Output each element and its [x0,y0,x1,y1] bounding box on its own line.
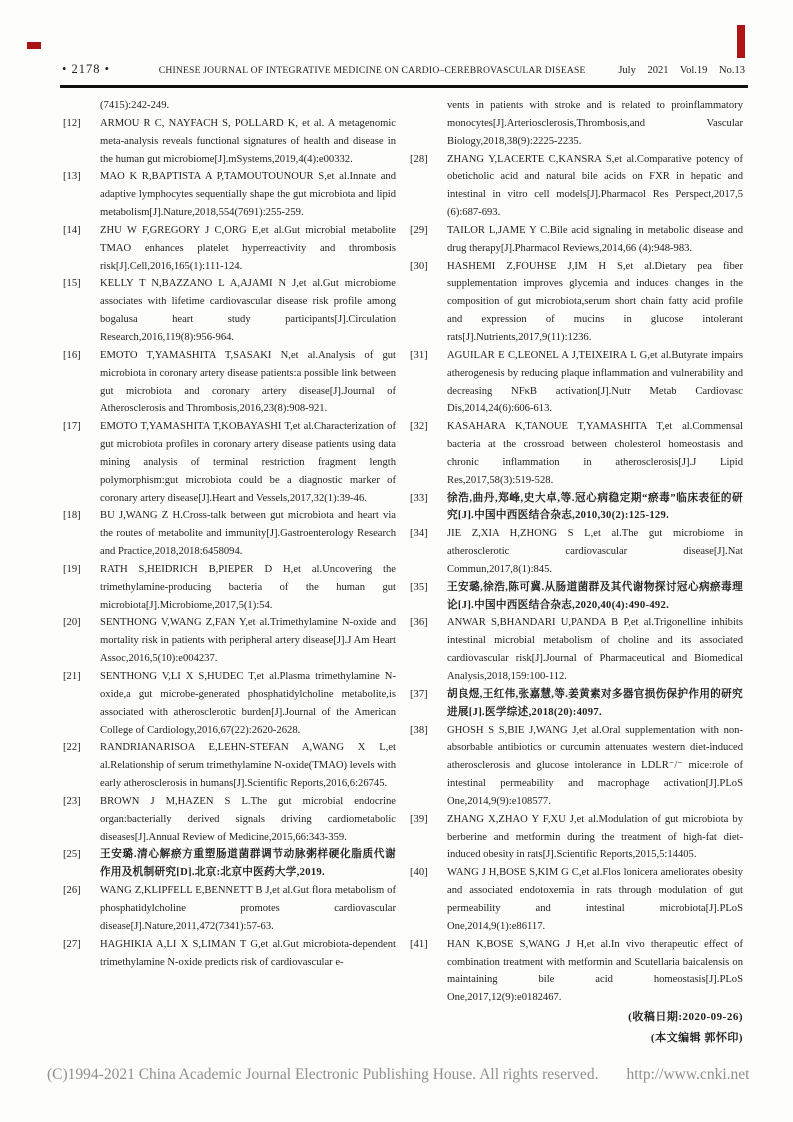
reference-item [410,811,743,865]
reference-number: [12] [63,117,81,129]
reference-text: vents in patients with stroke and is related to proinflammatory monocytes[J].Arteriosclerosis,Thrombosis,and Vascular Biology,2018,38(9):2225-2235. [447,100,743,147]
journal-title: CHINESE JOURNAL OF INTEGRATIVE MEDICINE ON CARDIO–CEREBROVASCULAR DISEASE [158,65,586,76]
reference-number: [16] [63,349,81,361]
reference-item [410,418,743,489]
reference-number: [18] [63,510,81,522]
reference-number: [31] [410,349,428,361]
received-block [410,1007,743,1049]
reference-text: AGUILAR E C,LEONEL A J,TEIXEIRA L G,et al.Butyrate impairs atherogenesis by reducing plaque inflammation and vulnerability and decreasing NFκB activation[J].Nutr Metab Cardiovasc Dis,2014,24(6):606-613. [447,349,743,415]
red-scan-mark-right [737,25,745,58]
reference-text: ANWAR S,BHANDARI U,PANDA B P,et al.Trigonelline inhibits intestinal microbial metabolism of choline and its associated cardiovascular risk[J].Journal of Pharmaceutical and Biomedical Analysis,2018,159:100-112. [447,617,743,682]
reference-item [63,97,396,115]
reference-text: ARMOU R C, NAYFACH S, POLLARD K, et al. A metagenomic meta-analysis reveals functional signatures of health and disease in the human gut microbiome[J].mSystems,2019,4(4):e00332. [100,117,396,165]
reference-text: EMOTO T,YAMASHITA T,KOBAYASHI T,et al.Characterization of gut microbiota profiles in coronary artery disease patients using data mining analysis of terminal restriction fragment length polymorphism:gut microbiota could be a diagnostic marker of coronary artery disease[J].Heart and Vessels,2017,32(1):39-46. [100,421,396,504]
reference-text: WANG Z,KLIPFELL E,BENNETT B J,et al.Gut flora metabolism of phosphatidylcholine promotes cardiovascular disease[J].Nature,2011,472(7341):57-63. [100,885,396,932]
reference-text: 胡良煜,王红伟,张嘉慧,等.姜黄素对多器官损伤保护作用的研究进展[J].医学综述,2018(20):4097. [447,688,743,718]
reference-number: [30] [410,260,428,272]
reference-number: [38] [410,724,428,736]
reference-number: [28] [410,153,428,165]
reference-item [63,739,396,793]
issue-info: July 2021 Vol.19 No.13 [618,65,745,76]
reference-text: SENTHONG V,WANG Z,FAN Y,et al.Trimethylamine N-oxide and mortality risk in patients with peripheral artery disease[J].J Am Heart Assoc,2016,5(10):e004237. [100,617,396,665]
reference-number: [39] [410,813,428,825]
page-footer [47,1066,763,1084]
reference-number: [26] [63,885,81,897]
reference-number: [27] [63,938,81,950]
editor-note: (本文编辑 郭怀印) [650,1032,743,1045]
reference-item [63,275,396,346]
reference-number: [34] [410,528,428,540]
reference-item [410,614,743,685]
reference-text: WANG J H,BOSE S,KIM G C,et al.Flos lonicera ameliorates obesity and associated endotoxemia in rats through modulation of gut permeability and intestinal microbiota[J].PLoS One,2014,9(1):e86117. [447,867,743,932]
reference-text: BROWN J M,HAZEN S L.The gut microbial endocrine organ:bacterially derived signals driving cardiometabolic diseases[J].Annual Review of Medicine,2015,66:343-359. [100,795,396,843]
reference-item [63,668,396,739]
reference-text: MAO K R,BAPTISTA A P,TAMOUTOUNOUR S,et al.Innate and adaptive lymphocytes sequentially shape the gut microbiota and lipid metabolism[J].Nature,2018,554(7691):255-259. [100,171,396,219]
left-column [63,97,396,1049]
reference-text: SENTHONG V,LI X S,HUDEC T,et al.Plasma trimethylamine N-oxide,a gut microbe-generated phosphatidylcholine metabolite,is associated with atherosclerotic burden[J].Journal of the American College of Cardiology,2016,67(22):2620-2628. [100,671,396,736]
reference-text: HASHEMI Z,FOUHSE J,IM H S,et al.Dietary pea fiber supplementation improves glycemia and induces changes in the composition of gut microbiota,serum short chain fatty acid profile and expression of mucins in glucose intolerant rats[J].Nutrients,2017,9(11):1236. [447,260,743,343]
reference-number: [37] [410,688,428,700]
reference-text: HAGHIKIA A,LI X S,LIMAN T G,et al.Gut microbiota-dependent trimethylamine N-oxide predicts risk of cardiovascular e- [100,938,396,968]
reference-number: [19] [63,563,81,575]
reference-text: ZHU W F,GREGORY J C,ORG E,et al.Gut microbial metabolite TMAO enhances platelet hyperreactivity and thrombosis risk[J].Cell,2016,165(1):111-124. [100,224,396,272]
reference-number: [36] [410,617,428,629]
red-scan-mark-left [27,42,41,49]
reference-number: [33] [410,492,428,504]
reference-item [410,347,743,418]
reference-text: ZHANG X,ZHAO Y F,XU J,et al.Modulation of gut microbiota by berberine and metformin during the treatment of high-fat diet-induced obesity in rats[J].Scientific Reports,2015,5:14405. [447,813,743,861]
right-column-refs [410,97,743,1007]
reference-item [63,882,396,936]
reference-item [410,579,743,615]
reference-item [63,846,396,882]
reference-text: 王安璐,徐浩,陈可冀.从肠道菌群及其代谢物探讨冠心病瘀毒理论[J].中国中西医结合杂志,2020,40(4):490-492. [447,581,743,611]
reference-text: ZHANG Y,LACERTE C,KANSRA S,et al.Comparative potency of obeticholic acid and natural bile acids on FXR in hepatic and intestinal in vitro cell models[J].Pharmacol Res Perspect,2017,5 (6):687-693. [447,153,743,219]
reference-item [410,97,743,151]
reference-item [63,614,396,668]
reference-item [63,418,396,507]
reference-number: [29] [410,224,428,236]
reference-item [63,222,396,276]
reference-text: HAN K,BOSE S,WANG J H,et al.In vivo therapeutic effect of combination treatment with metformin and Scutellaria baicalensis on maintaining bile acid homeostasis[J].PLoS One,2017,12(9):e0182467. [447,938,743,1004]
reference-text: 徐浩,曲丹,郑峰,史大卓,等.冠心病稳定期“瘀毒”临床表征的研究[J].中国中西医结合杂志,2010,30(2):125-129. [447,492,743,522]
reference-item [410,258,743,347]
reference-item [410,722,743,811]
header-rule [60,85,748,88]
reference-text: (7415):242-249. [100,100,170,111]
reference-text: RANDRIANARISOA E,LEHN-STEFAN A,WANG X L,et al.Relationship of serum trimethylamine N-oxide(TMAO) levels with early atherosclerosis in humans[J].Scientific Reports,2016,6:26745. [100,742,396,790]
received-date: (收稿日期:2020-09-26) [628,1011,743,1024]
reference-text: EMOTO T,YAMASHITA T,SASAKI N,et al.Analysis of gut microbiota in coronary artery disease patients:a possible link between gut microbiota and coronary artery disease[J].Journal of Atherosclerosis and Thrombosis,2016,23(8):908-921. [100,349,396,415]
reference-text: GHOSH S S,BIE J,WANG J,et al.Oral supplementation with non-absorbable antibiotics or curcumin attenuates western diet-induced atherosclerosis and glucose intolerance in LDLR⁻/⁻ mice:role of intestinal permeability and macrophage activation[J].PLoS One,2014,9(9):e108577. [447,724,743,807]
reference-text: KELLY T N,BAZZANO L A,AJAMI N J,et al.Gut microbiome associates with lifetime cardiovascular disease risk profile among bogalusa heart study participants[J].Circulation Research,2016,119(8):956-964. [100,278,396,343]
reference-item [63,347,396,418]
reference-item [63,936,396,972]
reference-number: [17] [63,421,81,433]
reference-number: [40] [410,867,428,879]
reference-text: RATH S,HEIDRICH B,PIEPER D H,et al.Uncovering the trimethylamine-producing bacteria of the human gut microbiota[J].Microbiome,2017,5(1):54. [100,563,396,611]
reference-text: JIE Z,XIA H,ZHONG S L,et al.The gut microbiome in atherosclerotic cardiovascular disease[J].Nat Commun,2017,8(1):845. [447,528,743,575]
reference-item [63,115,396,169]
reference-number: [41] [410,938,428,950]
reference-text: BU J,WANG Z H.Cross-talk between gut microbiota and heart via the routes of metabolite and immunity[J].Gastroenterology Research and Practice,2018,2018:6458094. [100,510,396,558]
reference-item [63,507,396,561]
reference-item [63,168,396,222]
cnki-url: http://www.cnki.net [626,1066,750,1083]
reference-number: [20] [63,617,81,629]
reference-number: [21] [63,671,81,682]
reference-text: 王安璐.清心解瘀方重塑肠道菌群调节动脉粥样硬化脂质代谢作用及机制研究[D].北京:北京中医药大学,2019. [100,849,396,879]
reference-item [63,561,396,615]
copyright-text: (C)1994-2021 China Academic Journal Electronic Publishing House. All rights reserved. [47,1066,599,1083]
reference-number: [23] [63,795,81,807]
reference-number: [22] [63,742,81,754]
reference-number: [15] [63,278,81,290]
reference-number: [25] [63,849,81,861]
reference-text: TAILOR L,JAME Y C.Bile acid signaling in metabolic disease and drug therapy[J].Pharmacol Reviews,2014,66 (4):948-983. [447,224,743,254]
reference-number: [32] [410,421,428,433]
reference-item [410,686,743,722]
reference-item [410,490,743,526]
reference-item [410,222,743,258]
right-column [410,97,743,1049]
reference-text: KASAHARA K,TANOUE T,YAMASHITA T,et al.Commensal bacteria at the crossroad between cholesterol homeostasis and chronic inflammation in atherosclerosis[J].J Lipid Res,2017,58(3):519-528. [447,421,743,486]
reference-number: [14] [63,224,81,236]
reference-item [410,936,743,1007]
reference-item [410,864,743,935]
reference-item [63,793,396,847]
reference-number: [13] [63,171,81,183]
page-number: • 2178 • [62,62,111,76]
reference-item [410,525,743,579]
reference-item [410,151,743,222]
page-header [62,62,745,77]
reference-number: [35] [410,581,428,593]
reference-columns [63,97,743,1049]
